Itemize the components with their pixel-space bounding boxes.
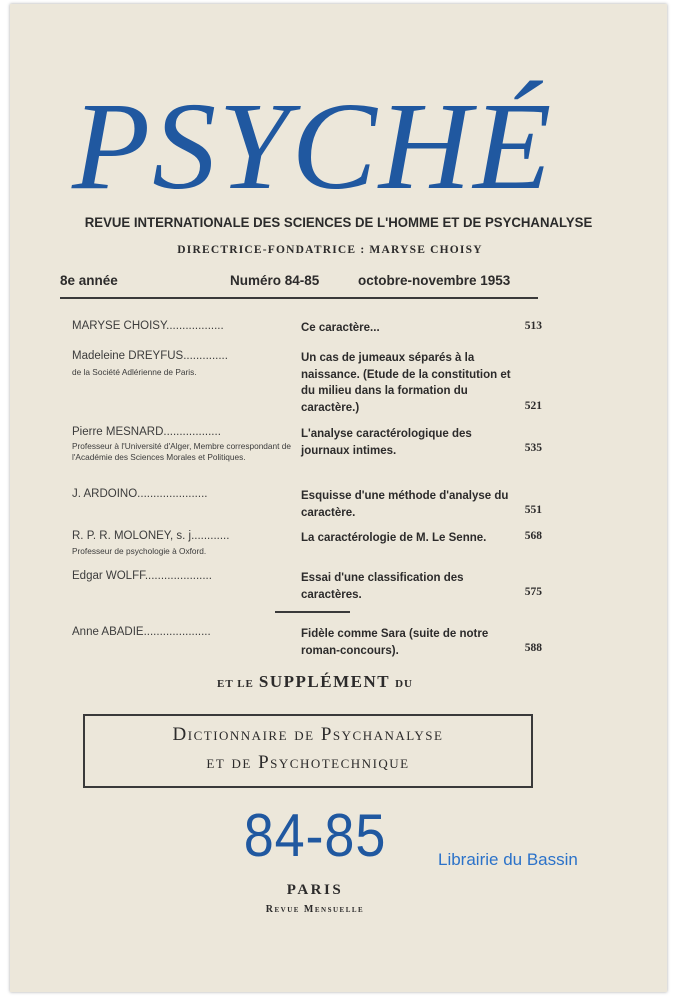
issue-number: Numéro 84-85 <box>230 273 320 288</box>
toc-article-title: Ce caractère... <box>301 322 380 334</box>
supplement-word: SUPPLÉMENT <box>258 672 391 691</box>
section-divider <box>275 611 350 613</box>
bookseller-watermark: Librairie du Bassin <box>438 850 578 869</box>
toc-author: Edgar WOLFF..................... <box>72 570 212 582</box>
header-divider <box>60 297 538 299</box>
toc-author: Madeleine DREYFUS.............. <box>72 350 228 362</box>
toc-author: MARYSE CHOISY.................. <box>72 320 224 332</box>
issue-year: 8e année <box>60 273 118 288</box>
supplement-suffix: DU <box>395 678 413 690</box>
dictionary-box <box>83 714 533 788</box>
toc-author: Anne ABADIE..................... <box>72 626 211 638</box>
toc-article-title: Essai d'une classification des caractères. <box>301 572 464 601</box>
toc-article-title: Esquisse d'une méthode d'analyse du caractère. <box>301 490 509 519</box>
toc-page-number: 521 <box>524 400 542 412</box>
toc-article-title: Fidèle comme Sara (suite de notre roman-concours). <box>301 628 489 657</box>
supplement-prefix: ET LE <box>217 678 254 690</box>
toc-article-title: La caractérologie de M. Le Senne. <box>301 532 487 544</box>
toc-affiliation: Professeur de psychologie à Oxford. <box>72 546 207 556</box>
toc-page-number: 588 <box>524 642 542 654</box>
supplement-line <box>10 672 620 692</box>
magazine-cover <box>10 4 667 992</box>
toc-page-number: 513 <box>524 320 542 332</box>
dictionary-title-line2: et de Psychotechnique <box>206 752 410 773</box>
toc-article-title: L'analyse caractérologique des journaux intimes. <box>301 428 472 457</box>
toc-author: R. P. R. MOLONEY, s. j............ <box>72 530 230 542</box>
toc-affiliation: Professeur à l'Université d'Alger, Membre correspondant de l'Académie des Sciences Morales et Politiques. <box>72 441 291 462</box>
toc-author: J. ARDOINO...................... <box>72 488 208 500</box>
issue-date: octobre-novembre 1953 <box>358 273 511 288</box>
issue-number-large: 84-85 <box>243 802 387 869</box>
magazine-title: PSYCHÉ <box>72 76 554 216</box>
publication-frequency: Revue Mensuelle <box>265 904 365 915</box>
toc-page-number: 551 <box>524 504 542 516</box>
dictionary-title-line1: Dictionnaire de Psychanalyse <box>172 724 444 745</box>
toc-page-number: 535 <box>524 442 542 454</box>
magazine-subtitle: REVUE INTERNATIONALE DES SCIENCES DE L'HOMME ET DE PSYCHANALYSE <box>84 215 593 231</box>
toc-author: Pierre MESNARD.................. <box>72 426 221 438</box>
toc-page-number: 568 <box>524 530 542 542</box>
toc-article-title: Un cas de jumeaux séparés à la naissance. (Etude de la constitution et du milieu dans la formation du caractère.) <box>301 352 511 414</box>
toc-affiliation: de la Société Adlérienne de Paris. <box>72 367 197 377</box>
toc-page-number: 575 <box>524 586 542 598</box>
directrice-line: DIRECTRICE-FONDATRICE : MARYSE CHOISY <box>177 244 483 256</box>
publication-city: PARIS <box>286 882 344 898</box>
